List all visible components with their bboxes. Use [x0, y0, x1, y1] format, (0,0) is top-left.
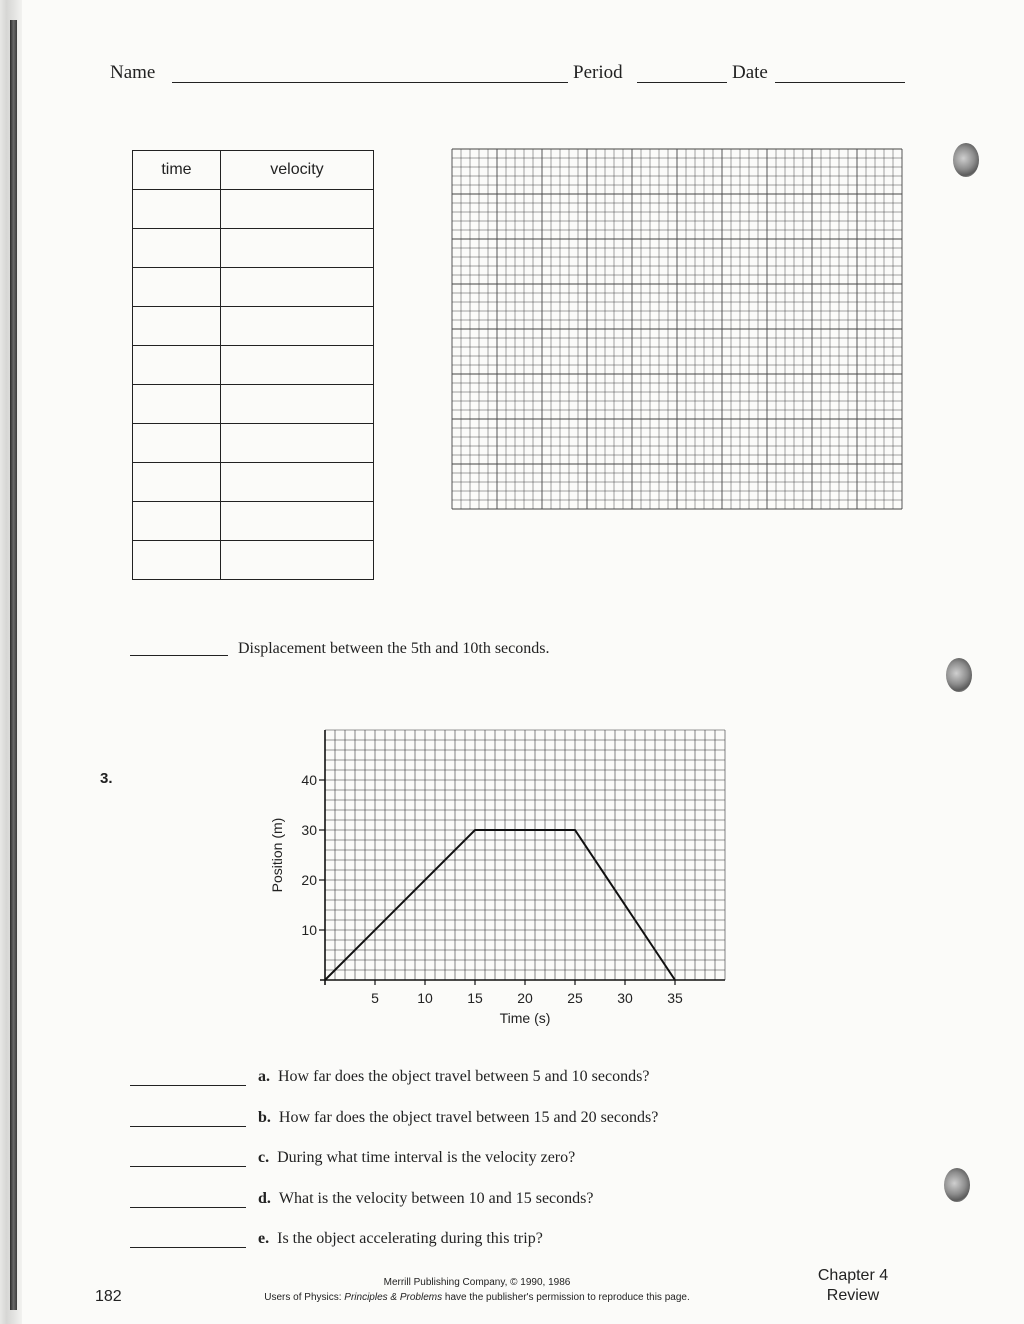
x-tick-label: 25	[567, 990, 583, 1006]
y-tick-label: 20	[301, 872, 317, 888]
chapter-line-1: Chapter 4	[817, 1267, 889, 1284]
position-time-chart	[260, 720, 740, 1040]
date-field[interactable]	[775, 82, 905, 83]
period-field[interactable]	[637, 82, 727, 83]
series-line-position	[325, 830, 675, 980]
table-row	[133, 268, 374, 307]
question-text: How far does the object travel between 5 and 10 seconds?	[278, 1068, 650, 1085]
permission-prefix: Users of Physics:	[264, 1292, 345, 1303]
question-text: How far does the object travel between 15 and 20 seconds?	[278, 1108, 659, 1126]
x-tick-label: 15	[467, 990, 483, 1006]
table-header-velocity: velocity	[220, 151, 373, 190]
question-letter: c.	[258, 1149, 270, 1166]
permission-suffix: have the publisher's permission to reproduce this page.	[442, 1292, 690, 1303]
table-cell-time[interactable]	[133, 190, 221, 229]
blank-graph-grid	[450, 147, 904, 510]
table-cell-velocity[interactable]	[220, 229, 373, 268]
answer-line-b[interactable]	[130, 1126, 246, 1127]
name-field[interactable]	[172, 82, 568, 83]
table-row	[133, 229, 374, 268]
period-label: Period	[573, 62, 623, 83]
table-cell-time[interactable]	[133, 229, 221, 268]
table-cell-time[interactable]	[133, 502, 221, 541]
y-axis-label: Position (m)	[269, 817, 285, 893]
answer-line-a[interactable]	[130, 1085, 246, 1086]
question-letter: e.	[258, 1230, 270, 1247]
blank-grid-lines	[452, 149, 902, 509]
question-a	[258, 1068, 649, 1086]
chart-grid	[325, 730, 725, 980]
table-cell-velocity[interactable]	[220, 385, 373, 424]
y-tick-label: 40	[301, 772, 317, 788]
table-cell-velocity[interactable]	[220, 268, 373, 307]
chapter-label	[800, 1266, 906, 1306]
answer-line-e[interactable]	[130, 1247, 246, 1248]
problem-number: 3.	[100, 770, 113, 787]
table-cell-time[interactable]	[133, 385, 221, 424]
table-row	[133, 346, 374, 385]
table-row	[133, 463, 374, 502]
binding-bar	[10, 20, 17, 1310]
answer-line-d[interactable]	[130, 1207, 246, 1208]
table-row	[133, 424, 374, 463]
x-axis-label: Time (s)	[499, 1010, 551, 1026]
x-tick-label: 20	[517, 990, 533, 1006]
table-cell-time[interactable]	[133, 307, 221, 346]
table-cell-velocity[interactable]	[220, 307, 373, 346]
displacement-question: Displacement between the 5th and 10th seconds.	[238, 640, 550, 657]
table-cell-velocity[interactable]	[220, 541, 373, 580]
question-e	[258, 1230, 543, 1248]
answer-line-c[interactable]	[130, 1166, 246, 1167]
publisher-line: Merrill Publishing Company, © 1990, 1986	[383, 1277, 571, 1288]
question-text: What is the velocity between 10 and 15 seconds?	[278, 1189, 594, 1207]
table-cell-time[interactable]	[133, 346, 221, 385]
punch-hole-top	[953, 143, 979, 177]
table-row	[133, 541, 374, 580]
x-tick-label: 30	[617, 990, 633, 1006]
displacement-answer-line[interactable]	[130, 655, 228, 656]
permission-title: Principles & Problems	[344, 1292, 443, 1303]
table-cell-velocity[interactable]	[220, 463, 373, 502]
table-header-row	[133, 151, 374, 190]
page-number: 182	[95, 1288, 122, 1305]
table-row	[133, 502, 374, 541]
chapter-line-2: Review	[826, 1287, 880, 1304]
table-row	[133, 190, 374, 229]
table-cell-time[interactable]	[133, 268, 221, 307]
punch-hole-middle	[946, 658, 972, 692]
time-velocity-table	[132, 150, 374, 580]
table-cell-velocity[interactable]	[220, 190, 373, 229]
table-row	[133, 385, 374, 424]
punch-hole-bottom	[944, 1168, 970, 1202]
question-b	[258, 1109, 658, 1127]
question-letter: d.	[258, 1189, 271, 1207]
question-c	[258, 1149, 575, 1167]
table-row	[133, 307, 374, 346]
x-tick-label: 5	[371, 990, 379, 1006]
name-label: Name	[110, 62, 156, 83]
y-tick-label: 10	[301, 922, 317, 938]
table-cell-time[interactable]	[133, 424, 221, 463]
question-d	[258, 1190, 593, 1208]
x-tick-label: 10	[417, 990, 433, 1006]
table-cell-velocity[interactable]	[220, 424, 373, 463]
date-label: Date	[732, 62, 768, 83]
question-letter: a.	[258, 1068, 270, 1085]
table-cell-time[interactable]	[133, 463, 221, 502]
x-tick-label: 35	[667, 990, 683, 1006]
question-text: During what time interval is the velocity zero?	[277, 1149, 576, 1166]
y-tick-label: 30	[301, 822, 317, 838]
table-header-time: time	[133, 151, 221, 190]
question-text: Is the object accelerating during this trip?	[277, 1230, 543, 1247]
table-cell-time[interactable]	[133, 541, 221, 580]
table-cell-velocity[interactable]	[220, 502, 373, 541]
table-cell-velocity[interactable]	[220, 346, 373, 385]
question-letter: b.	[258, 1108, 271, 1126]
table-body	[133, 190, 374, 580]
